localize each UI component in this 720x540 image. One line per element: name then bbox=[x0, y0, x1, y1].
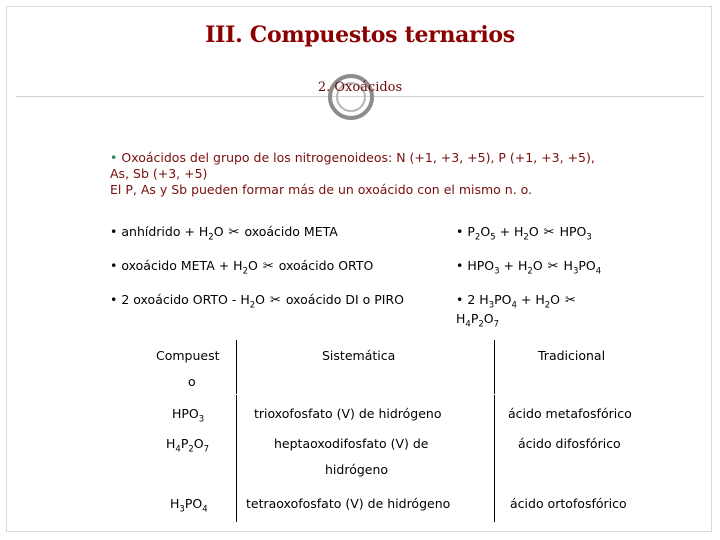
intro-line-1: • Oxoácidos del grupo de los nitrogenoideos: N (+1, +3, +5), P (+1, +3, +5), bbox=[110, 150, 595, 165]
reaction-2: • oxoácido META + $H_2O$ ✂ oxoácido ORTO bbox=[110, 258, 374, 277]
arrow-icon: ✂ bbox=[269, 293, 281, 308]
table-header-tradicional: Tradicional bbox=[538, 348, 606, 363]
bullet-icon: • bbox=[456, 224, 464, 239]
reaction-6: • 2 $H_3PO_4 + H_2O$ ✂ bbox=[456, 292, 576, 311]
table-row-1-formula: $HPO_3$ bbox=[172, 406, 205, 425]
table-divider bbox=[494, 340, 495, 522]
arrow-icon: ✂ bbox=[262, 259, 274, 274]
arrow-icon: ✂ bbox=[547, 259, 559, 274]
table-row-1-sistematica: trioxofosfato (V) de hidrógeno bbox=[254, 406, 442, 421]
table-divider bbox=[236, 340, 237, 522]
table-row-3-sistematica: tetraoxofosfato (V) de hidrógeno bbox=[246, 496, 451, 511]
reaction-4: • $P_2O_5 + H_2O$ ✂ $HPO_3$ bbox=[456, 224, 592, 243]
table-row-2-sistematica: heptaoxodifosfato (V) de bbox=[274, 436, 429, 451]
intro-line-3: El P, As y Sb pueden formar más de un oxoácido con el mismo n. o. bbox=[110, 182, 533, 197]
table-row-3-tradicional: ácido ortofosfórico bbox=[510, 496, 627, 511]
reaction-3: • 2 oxoácido ORTO - $H_2O$ ✂ oxoácido DI o PIRO bbox=[110, 292, 404, 311]
table-row-separator bbox=[152, 394, 652, 395]
table-header-compuesto-wrap: o bbox=[188, 374, 196, 389]
bullet-icon: • bbox=[110, 292, 118, 307]
table-header-sistematica: Sistemática bbox=[322, 348, 396, 363]
table-row-3-formula: $H_3PO_4$ bbox=[170, 496, 208, 515]
arrow-icon: ✂ bbox=[543, 225, 555, 240]
table-row-2-sistematica-wrap: hidrógeno bbox=[325, 462, 389, 477]
arrow-icon: ✂ bbox=[565, 293, 576, 308]
intro-line-2: As, Sb (+3, +5) bbox=[110, 166, 208, 181]
table-row-2-tradicional: ácido difosfórico bbox=[518, 436, 621, 451]
bullet-icon: • bbox=[456, 292, 464, 307]
bullet-icon: • bbox=[456, 258, 464, 273]
reaction-5: • $HPO_3 + H_2O$ ✂ $H_3PO_4$ bbox=[456, 258, 602, 277]
intro-text bbox=[110, 150, 690, 198]
bullet-icon: • bbox=[110, 258, 118, 273]
slide-subtitle: 2. Oxoácidos bbox=[317, 80, 403, 95]
table-row-2-formula: $H_4P_2O_7$ bbox=[166, 436, 210, 455]
table-row-1-tradicional: ácido metafosfórico bbox=[508, 406, 632, 421]
bullet-icon: • bbox=[110, 224, 118, 239]
bullet-icon: • bbox=[110, 150, 118, 165]
reaction-1: • anhídrido + $H_2O$ ✂ oxoácido META bbox=[110, 224, 338, 243]
reaction-6-line-2: $H_4P_2O_7$ bbox=[456, 311, 500, 330]
arrow-icon: ✂ bbox=[228, 225, 240, 240]
table-header-compuesto: Compuest bbox=[156, 348, 220, 363]
slide-title: III. Compuestos ternarios bbox=[205, 22, 515, 48]
